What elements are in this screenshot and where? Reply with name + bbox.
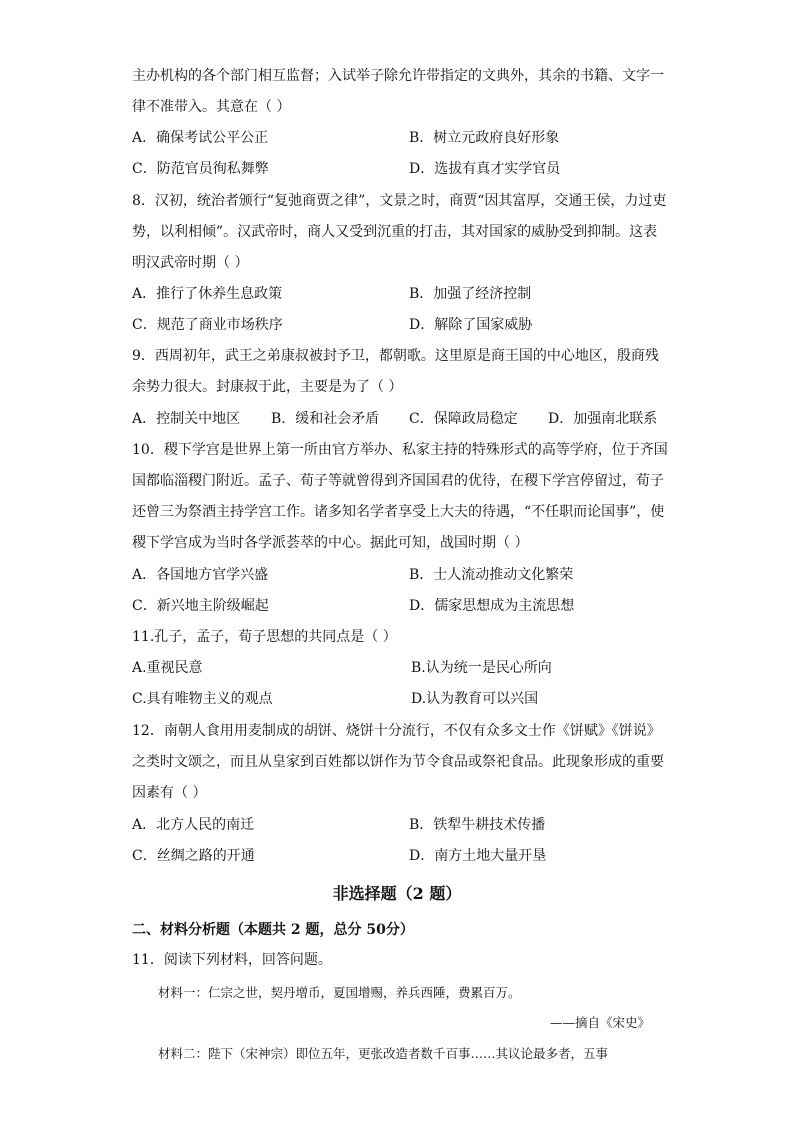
- q8-option-d: D．解除了国家威胁: [409, 317, 533, 333]
- q11-option-a: A.重视民意: [132, 660, 203, 676]
- q10-stem-line-2: 国都临淄稷门附近。孟子、荀子等就曾得到齐国国君的优待，在稷下学宫停留过，荀子: [132, 473, 664, 489]
- q7-stem-line-1: 主办机构的各个部门相互监督；入试举子除允许带指定的文典外，其余的书籍、文字一: [132, 68, 664, 84]
- q8-option-b: B．加强了经济控制: [409, 286, 532, 302]
- q8-stem-line-3: 明汉武帝时期（ ）: [132, 255, 249, 271]
- q9-option-d: D．加强南北联系: [548, 411, 658, 427]
- q7-option-a: A．确保考试公平公正: [132, 130, 269, 146]
- q8-option-a: A．推行了休养生息政策: [132, 286, 283, 302]
- q9-option-c: C．保障政局稳定: [409, 411, 518, 427]
- q12-option-b: B．铁犁牛耕技术传播: [409, 817, 546, 833]
- q10-stem-line-3: 还曾三为祭酒主持学宫工作。诸多知名学者享受上大夫的待遇，“不任职而论国事”，使: [132, 504, 665, 520]
- q9-stem-line-2: 余势力很大。封康叔于此，主要是为了（ ）: [132, 379, 403, 395]
- q9-option-a: A．控制关中地区: [132, 411, 241, 427]
- q9-stem-line-1: 9．西周初年，武王之弟康叔被封予卫，都朝歌。这里原是商王国的中心地区，殷商残: [132, 348, 659, 364]
- q12-option-d: D．南方土地大量开垦: [409, 848, 547, 864]
- q12-stem-line-1: 12．南朝人食用用麦制成的胡饼、烧饼十分流行，不仅有众多文士作《饼赋》《饼说》: [132, 723, 661, 739]
- q7-option-d: D．选拔有真才实学官员: [409, 161, 561, 177]
- q12-option-c: C．丝绸之路的开通: [132, 848, 255, 864]
- q10-option-b: B．士人流动推动文化繁荣: [409, 567, 574, 583]
- q10-stem-line-1: 10．稷下学宫是世界上第一所由官方举办、私家主持的特殊形式的高等学府，位于齐国: [132, 442, 668, 458]
- material-2: 材料二：陛下（宋神宗）即位五年，更张改造者数千百事……其议论最多者，五事: [158, 1046, 609, 1061]
- q9-option-b: B．缓和社会矛盾: [271, 411, 380, 427]
- material-1: 材料一：仁宗之世，契丹增币，夏国增赐，养兵西陲，费累百万。: [158, 985, 521, 1000]
- q8-option-c: C．规范了商业市场秩序: [132, 317, 283, 333]
- q8-stem-line-2: 势，以利相倾”。汉武帝时，商人又受到沉重的打击，其对国家的威胁受到抑制。这表: [132, 224, 658, 240]
- analysis-q11-intro: 11．阅读下列材料，回答问题。: [132, 952, 332, 968]
- q11-option-c: C.具有唯物主义的观点: [132, 691, 273, 707]
- q7-option-c: C．防范官员徇私舞弊: [132, 161, 269, 177]
- q12-stem-line-3: 因素有（ ）: [132, 785, 207, 801]
- q7-stem-line-2: 律不准带入。其意在（ ）: [132, 99, 291, 115]
- material-1-source: ——摘自《宋史》: [550, 1015, 651, 1030]
- q7-option-b: B．树立元政府良好形象: [409, 130, 560, 146]
- q11-option-b: B.认为统一是民心所向: [411, 660, 552, 676]
- q11-stem-line-1: 11.孔子，孟子，荀子思想的共同点是（ ）: [132, 629, 397, 645]
- q11-option-d: D.认为教育可以兴国: [411, 691, 539, 707]
- q8-stem-line-1: 8．汉初，统治者颁行“复弛商贾之律”，文景之时，商贾“因其富厚，交通王侯，力过吏: [132, 193, 667, 209]
- part-title: 非选择题（2 题）: [332, 884, 462, 903]
- q10-option-a: A．各国地方官学兴盛: [132, 567, 269, 583]
- q10-option-c: C．新兴地主阶级崛起: [132, 598, 269, 614]
- q12-stem-line-2: 之类时文颂之，而且从皇家到百姓都以饼作为节令食品或祭祀食品。此现象形成的重要: [132, 754, 664, 770]
- q10-stem-line-4: 稷下学宫成为当时各学派荟萃的中心。据此可知，战国时期（ ）: [132, 535, 529, 551]
- q10-option-d: D．儒家思想成为主流思想: [409, 598, 575, 614]
- q12-option-a: A．北方人民的南迁: [132, 817, 255, 833]
- section-heading: 二、材料分析题（本题共 2 题，总分 50分）: [132, 922, 414, 938]
